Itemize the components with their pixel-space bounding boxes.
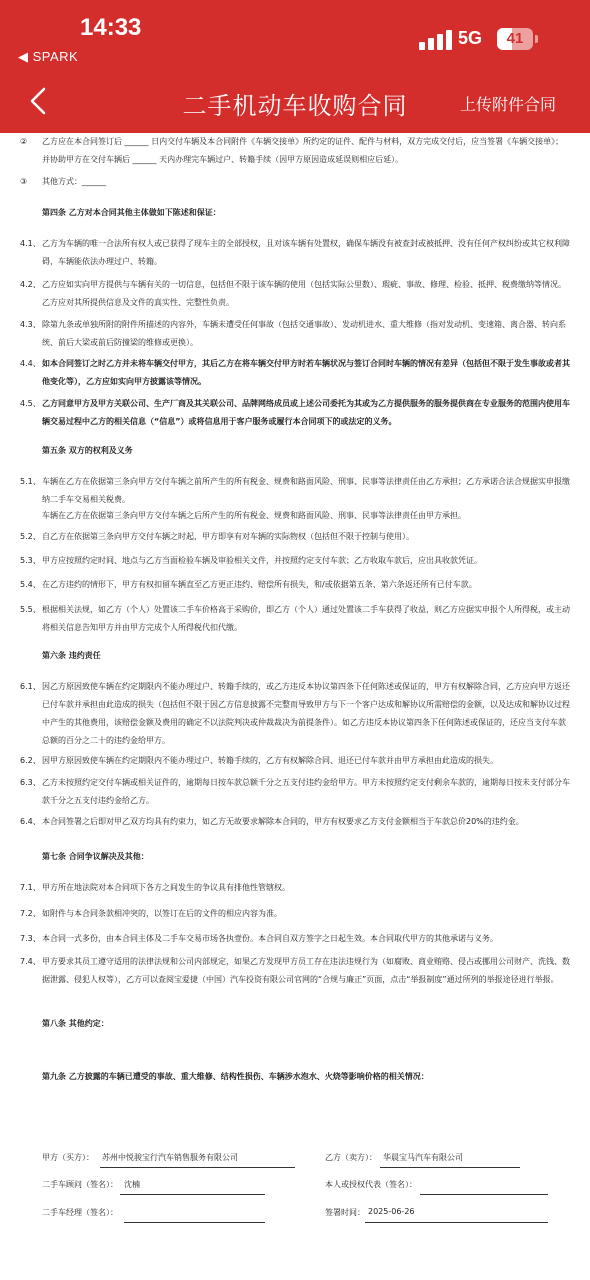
clause-number: 5.1、 bbox=[20, 477, 41, 486]
clause-number: 5.4、 bbox=[20, 580, 41, 589]
party-a-name: 苏州中悦骏宝行汽车销售服务有限公司 bbox=[102, 1153, 238, 1162]
battery-icon bbox=[497, 28, 533, 50]
clause-text: 车辆在乙方在依据第三条向甲方交付车辆之后所产生的所有税金、规费和路面风险、刑事、民事等法律责任由甲方承担。 bbox=[42, 511, 466, 520]
party-b-name: 华晨宝马汽车有限公司 bbox=[383, 1153, 463, 1162]
clause-text: 乙方应如实向甲方提供与车辆有关的一切信息，包括但不限于该车辆的使用（包括实际公里数）、瑕疵、事故、修理、检验、抵押、税费缴纳等情况。乙方应对其所提供信息及文件的真实性、完整性负责。 bbox=[42, 280, 566, 307]
clause-number: 4.1、 bbox=[20, 239, 41, 248]
top-bar bbox=[0, 0, 590, 133]
clause-text: 根据相关法规，如乙方（个人）处置该二手车价格高于采购价，即乙方（个人）通过处置该二手车获得了收益，则乙方应据实申报个人所得税，或主动将相关信息告知甲方并由甲方完成个人所得税代扣代缴。 bbox=[42, 605, 570, 632]
clause-text: 其他方式：______ bbox=[42, 177, 106, 186]
clause-number: 5.5、 bbox=[20, 605, 41, 614]
manager-signature-line[interactable] bbox=[124, 1222, 265, 1223]
clause-text: 乙方同意甲方及甲方关联公司、生产厂商及其关联公司、品牌网络成员或上述公司委托为其或为乙方提供服务的服务提供商在专业服务的范围内使用车辆交易过程中乙方的相关信息（“信息”）或将信息用于客户服务或履行本合同项下的或法定的义务。 bbox=[42, 399, 570, 426]
chevron-left-icon bbox=[28, 86, 48, 116]
article-7-heading: 第七条 合同争议解决及其他： bbox=[42, 852, 149, 861]
clause-text: 甲方要求其员工遵守适用的法律法规和公司内部规定，如果乙方发现甲方员工存在违法违规行为（如腐败、商业贿赂、侵占或挪用公司财产、洗钱、数据泄露、侵犯人权等），乙方可以查阅宝爱捷（中国）汽车投资有限公司官网的“合规与廉正”页面，点击“举报制度”通过所列的举报途径进行举报。 bbox=[42, 957, 570, 984]
article-6-heading: 第六条 违约责任 bbox=[42, 651, 101, 660]
clause-text: 本合同签署之后即对甲乙双方均具有约束力，如乙方无故要求解除本合同的，甲方有权要求乙方支付金额相当于车款总价20%的违约金。 bbox=[42, 817, 524, 826]
clause-text: 乙方为车辆的唯一合法所有权人或已获得了现车主的全部授权，且对该车辆有处置权，确保车辆没有被查封或被抵押、没有任何产权纠纷或其它权利障碍，车辆能依法办理过户、转籍。 bbox=[42, 239, 570, 266]
clause-number: 4.3、 bbox=[20, 320, 41, 329]
clause-number: 7.2、 bbox=[20, 909, 41, 918]
contract-document[interactable] bbox=[0, 133, 590, 1280]
article-9-heading: 第九条 乙方披露的车辆已遭受的事故、重大维修、结构性损伤、车辆涉水泡水、火烧等影响价格的相关情况： bbox=[42, 1072, 429, 1081]
clause-text: 除第九条或单独所附的附件所描述的内容外，车辆未遭受任何事故（包括交通事故）、发动机进水、重大维修（指对发动机、变速箱、离合器、转向系统、前后大梁或前后防撞梁的维修或更换）。 bbox=[42, 320, 566, 347]
clause-number: 4.5、 bbox=[20, 399, 41, 408]
clause-number: 4.4、 bbox=[20, 359, 41, 368]
clause-text: 自乙方在依据第三条向甲方交付车辆之时起，甲方即享有对车辆的实际物权（包括但不限于控制与使用）。 bbox=[42, 532, 414, 541]
clause-text: 如附件与本合同条款相冲突的，以签订在后的文件的相应内容为准。 bbox=[42, 909, 282, 918]
sign-date-line bbox=[365, 1222, 548, 1223]
clause-text: 如本合同签订之时乙方并未将车辆交付甲方，其后乙方在将车辆交付甲方时若车辆状况与签订合同时车辆的情况有差异（包括但不限于发生事故或者其他变化等），乙方应如实向甲方披露该等情况。 bbox=[42, 359, 570, 386]
sign-date-value: 2025-06-26 bbox=[368, 1207, 415, 1216]
clause-number: 7.3、 bbox=[20, 934, 41, 943]
clause-text: 因乙方原因致使车辆在约定期限内不能办理过户、转籍手续的，或乙方违反本协议第四条下任何陈述或保证的，甲方有权解除合同，乙方应向甲方返还已付车款并承担由此造成的损失（包括但不限于因乙方信息披露不完整而导致甲方与下一个客户达成和解协议所需赔偿的金额，以及达成和解协议过程中产生的其他费用，该赔偿金额及费用的确定不以法院判决或仲裁裁决为前提条件）。如乙方违反本协议第四条下任何陈述或保证的，还应当支付车款总额的百分之二十的违约金给甲方。 bbox=[42, 682, 570, 745]
clause-number: 6.4、 bbox=[20, 817, 41, 826]
manager-label: 二手车经理（签名）： bbox=[42, 1208, 118, 1217]
back-to-app-link[interactable]: ◀ SPARK bbox=[18, 49, 79, 64]
representative-signature-line[interactable] bbox=[420, 1194, 548, 1195]
party-b-label: 乙方（卖方）： bbox=[325, 1153, 377, 1162]
consultant-signature: 沈楠 bbox=[124, 1180, 140, 1189]
battery-level: 41 bbox=[506, 30, 524, 47]
clause-number: 6.3、 bbox=[20, 778, 41, 787]
article-4-heading: 第四条 乙方对本合同其他主体做如下陈述和保证： bbox=[42, 208, 221, 217]
network-type: 5G bbox=[458, 28, 483, 48]
clause-text: 乙方应在本合同签订后 ______ 日内交付车辆及本合同附件《车辆交接单》所约定的证件、配件与材料，双方完成交付后，应当签署《车辆交接单》；并协助甲方在交付车辆后 ______ 天内办理完车辆过户、转籍手续（因甲方原因造成延误则相应后延）。 bbox=[42, 137, 564, 164]
clause-text: 甲方所在地法院对本合同项下各方之间发生的争议具有排他性管辖权。 bbox=[42, 883, 290, 892]
status-time: 14:33 bbox=[80, 14, 142, 41]
party-b-signature-line bbox=[380, 1167, 520, 1168]
clause-number: 7.1、 bbox=[20, 883, 41, 892]
clause-text: 因甲方原因致使车辆在约定期限内不能办理过户、转籍手续的，乙方有权解除合同、退还已付车款并由甲方承担由此造成的损失。 bbox=[42, 756, 498, 765]
clause-number: 5.2、 bbox=[20, 532, 41, 541]
clause-text: 在乙方违约的情形下，甲方有权扣留车辆直至乙方更正违约、赔偿所有损失，和/或依据第五条、第六条返还所有已付车款。 bbox=[42, 580, 477, 589]
article-8-heading: 第八条 其他约定： bbox=[42, 1019, 109, 1028]
clause-number: 5.3、 bbox=[20, 556, 41, 565]
signal-icon bbox=[419, 28, 453, 50]
party-a-signature-line bbox=[100, 1167, 295, 1168]
page-title: 二手机动车收购合同 bbox=[182, 92, 408, 120]
back-button[interactable] bbox=[28, 86, 48, 116]
clause-text: 甲方应按照约定时间、地点与乙方当面检验车辆及审验相关文件，并按照约定支付车款；乙方收取车款后，应出具收款凭证。 bbox=[42, 556, 482, 565]
clause-number: ② bbox=[20, 137, 28, 146]
clause-number: ③ bbox=[20, 177, 28, 186]
clause-number: 6.1、 bbox=[20, 682, 41, 691]
clause-number: 7.4、 bbox=[20, 957, 41, 966]
clause-text: 本合同一式多份，由本合同主体及二手车交易市场各执壹份。本合同自双方签字之日起生效。本合同取代甲方的其他承诺与义务。 bbox=[42, 934, 498, 943]
clause-text: 乙方未按照约定交付车辆或相关证件的，逾期每日按车款总额千分之五支付违约金给甲方。甲方未按照约定支付剩余车款的，逾期每日按未支付部分车款千分之五支付违约金给乙方。 bbox=[42, 778, 570, 805]
representative-label: 本人或授权代表（签名）： bbox=[325, 1180, 417, 1189]
upload-attachment-button[interactable]: 上传附件合同 bbox=[460, 95, 557, 114]
clause-number: 6.2、 bbox=[20, 756, 41, 765]
battery-cap bbox=[535, 35, 538, 43]
article-5-heading: 第五条 双方的权利及义务 bbox=[42, 446, 133, 455]
party-a-label: 甲方（买方）： bbox=[42, 1153, 94, 1162]
clause-number: 4.2、 bbox=[20, 280, 41, 289]
consultant-label: 二手车顾问（签名）： bbox=[42, 1180, 118, 1189]
consultant-signature-line[interactable] bbox=[120, 1194, 265, 1195]
sign-date-label: 签署时间： bbox=[325, 1208, 365, 1217]
clause-text: 车辆在乙方在依据第三条向甲方交付车辆之前所产生的所有税金、规费和路面风险、刑事、民事等法律责任由乙方承担；乙方承诺合法合规据实申报缴纳二手车交易相关税费。 bbox=[42, 477, 570, 504]
